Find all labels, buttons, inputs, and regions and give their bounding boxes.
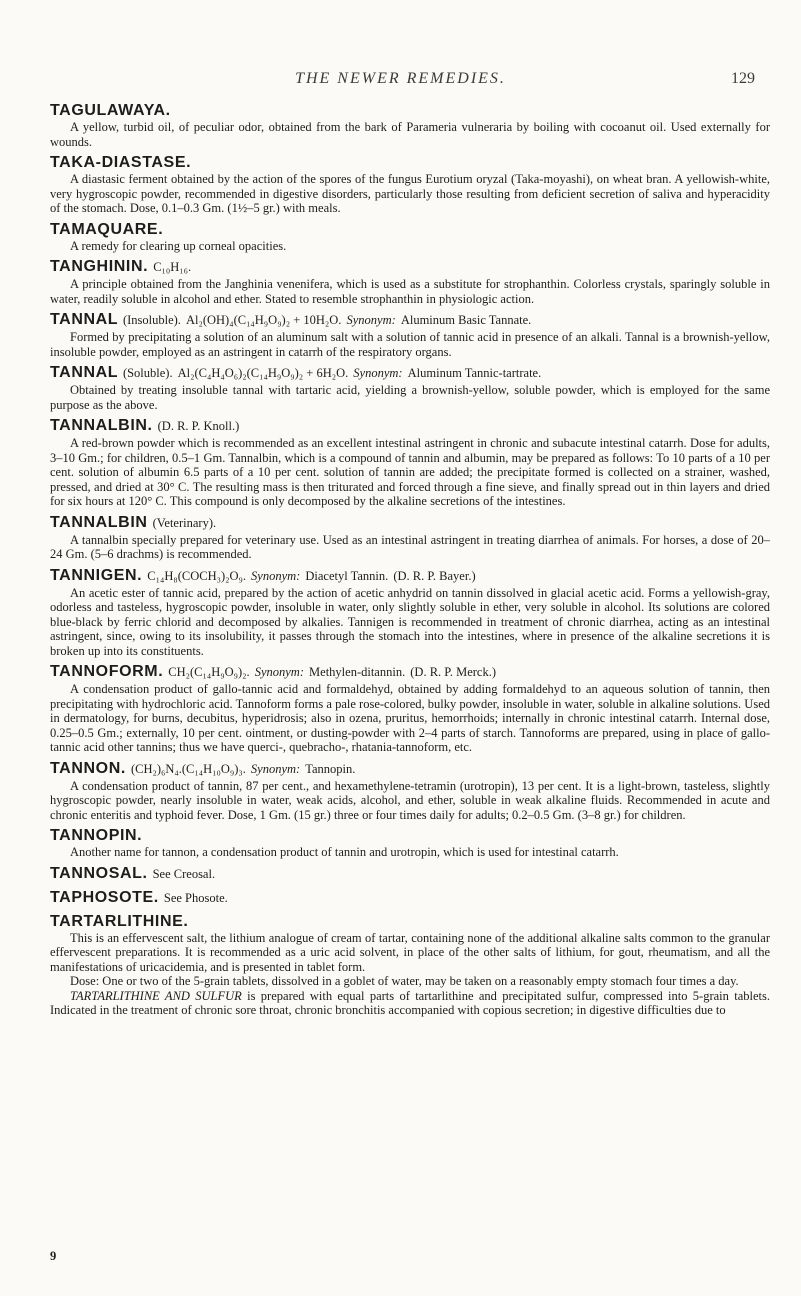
synonym-value: Methylen-ditannin. xyxy=(309,665,406,679)
entry-title: TAPHOSOTE. xyxy=(50,888,159,906)
synonym-label: Synonym: xyxy=(254,665,304,679)
entry xyxy=(50,662,770,755)
entry xyxy=(50,826,770,860)
entry-heading xyxy=(50,310,770,330)
entry-paragraph: A tannalbin specially prepared for veterinary use. Used as an intestinal astringent in treating diarrhea of animals. For horses, a dose of 20–24 Gm. (5–6 drachms) is recommended. xyxy=(50,532,770,561)
entry-heading xyxy=(50,888,770,908)
entry-heading xyxy=(50,662,770,682)
entry-paragraph: Dose: One or two of the 5-grain tablets, dissolved in a goblet of water, may be taken on a reasonably empty stomach four times a day. xyxy=(70,974,739,988)
entry-title: TANNOPIN. xyxy=(50,827,143,844)
entry-heading xyxy=(50,101,770,120)
entry xyxy=(50,864,770,884)
entry xyxy=(50,888,770,908)
entry-title: TANNOFORM. xyxy=(50,663,164,680)
entry-title: TANNON. xyxy=(50,759,126,777)
entry-paragraph: Formed by precipitating a solution of an aluminum salt with a solution of tannic acid in presence of an alkali. Tannal is a brownish-yellow, insoluble powder, employed as an astringent in catarrh of the respiratory organs. xyxy=(50,330,770,359)
entry-extra: (D. R. P. Merck.) xyxy=(410,665,497,679)
chemical-formula: Al₂(C₄H₄O₆)₂(C₁₄H₉O₉)₂ + 6H₂O. xyxy=(177,366,349,380)
entry xyxy=(50,416,770,509)
entry-title: TAMAQUARE. xyxy=(50,220,164,238)
entry-heading xyxy=(50,759,770,779)
running-title: THE NEWER REMEDIES. xyxy=(295,70,506,87)
entry-title: TANGHININ. xyxy=(50,258,149,275)
entry xyxy=(50,513,770,562)
chemical-formula: Al₂(OH)₄(C₁₄H₉O₉)₂ + 10H₂O. xyxy=(185,313,342,327)
signature-mark: 9 xyxy=(50,1249,57,1263)
synonym-value: Diacetyl Tannin. xyxy=(305,568,389,583)
entry-heading xyxy=(50,513,770,533)
entry-heading xyxy=(50,566,770,586)
entry-paragraph: A remedy for clearing up corneal opacities. xyxy=(70,238,287,253)
synonym-label: Synonym: xyxy=(353,366,403,380)
entry-title: TANNOSAL. xyxy=(50,864,148,882)
entry xyxy=(50,363,770,412)
entry-extra: (D. R. P. Bayer.) xyxy=(393,568,476,583)
entry-paragraph: An acetic ester of tannic acid, prepared by the action of acetic anhydrid on tannin dissolved in glacial acetic acid. Forms a yellowish-gray, odorless and tasteless, hygroscopic powder, insoluble in water, only slightly soluble in ether, very soluble in alcohol. Its solutions are colored blue-black by ferric chlorid and decomposed by alkalies. Tannigen is recommended in treatment of chronic diarrhea, acting as an intestinal astringent, since, owing to its insolubility, it passes through the stomach into the intestines, where in presence of the alkaline secretions it is broken up into its constituents. xyxy=(50,585,770,658)
entry-heading xyxy=(50,826,770,845)
entry-heading xyxy=(50,416,770,436)
entry-note: (Veterinary). xyxy=(152,515,217,530)
dictionary-column xyxy=(50,101,770,1022)
entry-heading xyxy=(50,363,770,383)
entry xyxy=(50,566,770,659)
entry-paragraph: A condensation product of gallo-tannic acid and formaldehyd, obtained by adding formaldehyd to an aqueous solution of tannin, then precipitating with hydrochloric acid. Tannoform forms a pale rose-colored, bulky powder, insoluble in water, soluble in alkaline solutions. Used in dermatology, for burns, decubitus, hyperidrosis; also in ozena, pruritus, hemorrhoids; internally in chronic intestinal catarrh. Internal dose, 0.25–0.5 Gm.; externally, 10 per cent. ointment, or dusting-powder with 2–4 parts of starch. Tannoforms are prepared, using in place of gallo-tannic acid other tannins; thus we have querci-, quebracho-, rhatania-tannoform, etc. xyxy=(50,682,770,754)
entry xyxy=(50,912,770,1018)
synonym-label: Synonym: xyxy=(251,568,301,583)
entry-heading xyxy=(50,257,770,277)
entry xyxy=(50,759,770,823)
entry xyxy=(50,101,770,149)
synonym-value: Tannopin. xyxy=(305,761,356,776)
entry xyxy=(50,153,770,216)
entry xyxy=(50,310,770,359)
entry-paragraph: A principle obtained from the Janghinia venenifera, which is used as a substitute for strophanthin. Colorless crystals, sparingly soluble in water, readily soluble in alcohol and ether. Stated to resemble strophanthin in physiologic action. xyxy=(50,277,770,306)
page-number: 129 xyxy=(731,70,755,87)
entry-note: (D. R. P. Knoll.) xyxy=(157,419,240,433)
chemical-formula: C₁₀H₁₆. xyxy=(153,260,192,274)
synonym-value: Aluminum Tannic-tartrate. xyxy=(407,366,542,380)
entry xyxy=(50,257,770,306)
entry-note: (Insoluble). xyxy=(122,313,181,327)
entry-heading xyxy=(50,220,770,239)
synonym-label: Synonym: xyxy=(346,313,396,327)
entry-paragraph: Another name for tannon, a condensation product of tannin and urotropin, which is used for intestinal catarrh. xyxy=(70,845,619,859)
entry-heading xyxy=(50,912,770,931)
running-head xyxy=(0,70,801,92)
entry-subparagraph xyxy=(50,989,770,1018)
entry-extra: See Phosote. xyxy=(163,890,228,905)
entry-title: TAGULAWAYA. xyxy=(50,102,171,119)
entry-title: TANNALBIN xyxy=(50,513,148,531)
entry-paragraph: Obtained by treating insoluble tannal with tartaric acid, yielding a brownish-yellow, soluble powder, which is employed for the same purpose as the above. xyxy=(50,383,770,412)
italic-rest: is prepared with equal parts of tartarlithine and precipitated sulfur, compressed into 5-grain tablets. Indicated in the treatment of chronic sore throat, chronic bronchitis accompanied with copious secretion; in digestive difficulties due to xyxy=(50,988,770,1017)
entry-title: TANNALBIN. xyxy=(50,417,153,434)
entry-paragraph: A yellow, turbid oil, of peculiar odor, obtained from the bark of Parameria vulneraria by boiling with cocoanut oil. Used externally for wounds. xyxy=(50,120,770,149)
chemical-formula: (CH₂)₆N₄.(C₁₄H₁₀O₉)₃. xyxy=(130,761,246,776)
entry-paragraph: This is an effervescent salt, the lithium analogue of cream of tartar, containing none of the additional alkaline salts common to the granular effervescent preparations. It is recommended as a uric acid solvent, in place of the other salts of lithium, for gout, rheumatism, and all the manifestations of uricacidemia, and is presented in tablet form. xyxy=(50,930,770,974)
italic-lead: TARTARLITHINE AND SULFUR xyxy=(70,988,242,1003)
entry-title: TANNIGEN. xyxy=(50,566,143,584)
entry-paragraph: A diastasic ferment obtained by the action of the spores of the fungus Eurotium oryzal (Taka-moyashi), on wheat bran. A yellowish-white, very hygroscopic powder, recommended in digestive disorders, particularly those resulting from deficient secretion of saliva and hyperacidity of the stomach. Dose, 0.1–0.3 Gm. (1½–5 gr.) with meals. xyxy=(50,172,770,215)
entry-extra: See Creosal. xyxy=(152,866,216,881)
entry-title: TANNAL xyxy=(50,311,118,328)
entry-note: (Soluble). xyxy=(122,366,173,380)
chemical-formula: C₁₄H₈(COCH₃)₂O₉. xyxy=(147,568,246,583)
synonym-value: Aluminum Basic Tannate. xyxy=(400,313,532,327)
entry-title: TARTARLITHINE. xyxy=(50,912,189,930)
entry-heading xyxy=(50,153,770,172)
entry xyxy=(50,220,770,254)
entry-title: TAKA-DIASTASE. xyxy=(50,154,192,171)
entry-paragraph: A red-brown powder which is recommended as an excellent intestinal astringent in chronic and subacute intestinal catarrh. Dose for adults, 3–10 Gm.; for children, 0.5–1 Gm. Tannalbin, which is a compound of tannin and albumin, may be prepared as follows: To 10 parts of a 10 per cent. solution of albumin 6.5 parts of a 10 per cent. solution of tannin are added; the precipitate formed is collected on a strainer, washed, pressed, and dried at 30° C. The resulting mass is then triturated and forced through a fine sieve, and finally spread out in thin layers and dried for six hours at 120° C. This compound is only decomposed by the alkaline secretions of the intestines. xyxy=(50,436,770,508)
chemical-formula: CH₂(C₁₄H₉O₉)₂. xyxy=(168,665,250,679)
synonym-label: Synonym: xyxy=(250,761,301,776)
entry-heading xyxy=(50,864,770,884)
entry-title: TANNAL xyxy=(50,364,118,381)
entry-paragraph: A condensation product of tannin, 87 per cent., and hexamethylene-tetramin (urotropin), 13 per cent. It is a light-brown, tasteless, slightly hygroscopic powder, nearly insoluble in water, weak acids, alcohol, and ether, soluble in weak alkaline fluids. Recommended in acute and chronic enteritis and typhoid fever. Dose, 1 Gm. (15 gr.) three or four times daily for adults; 0.2–0.5 Gm. (3–8 gr.) for children. xyxy=(50,778,770,822)
